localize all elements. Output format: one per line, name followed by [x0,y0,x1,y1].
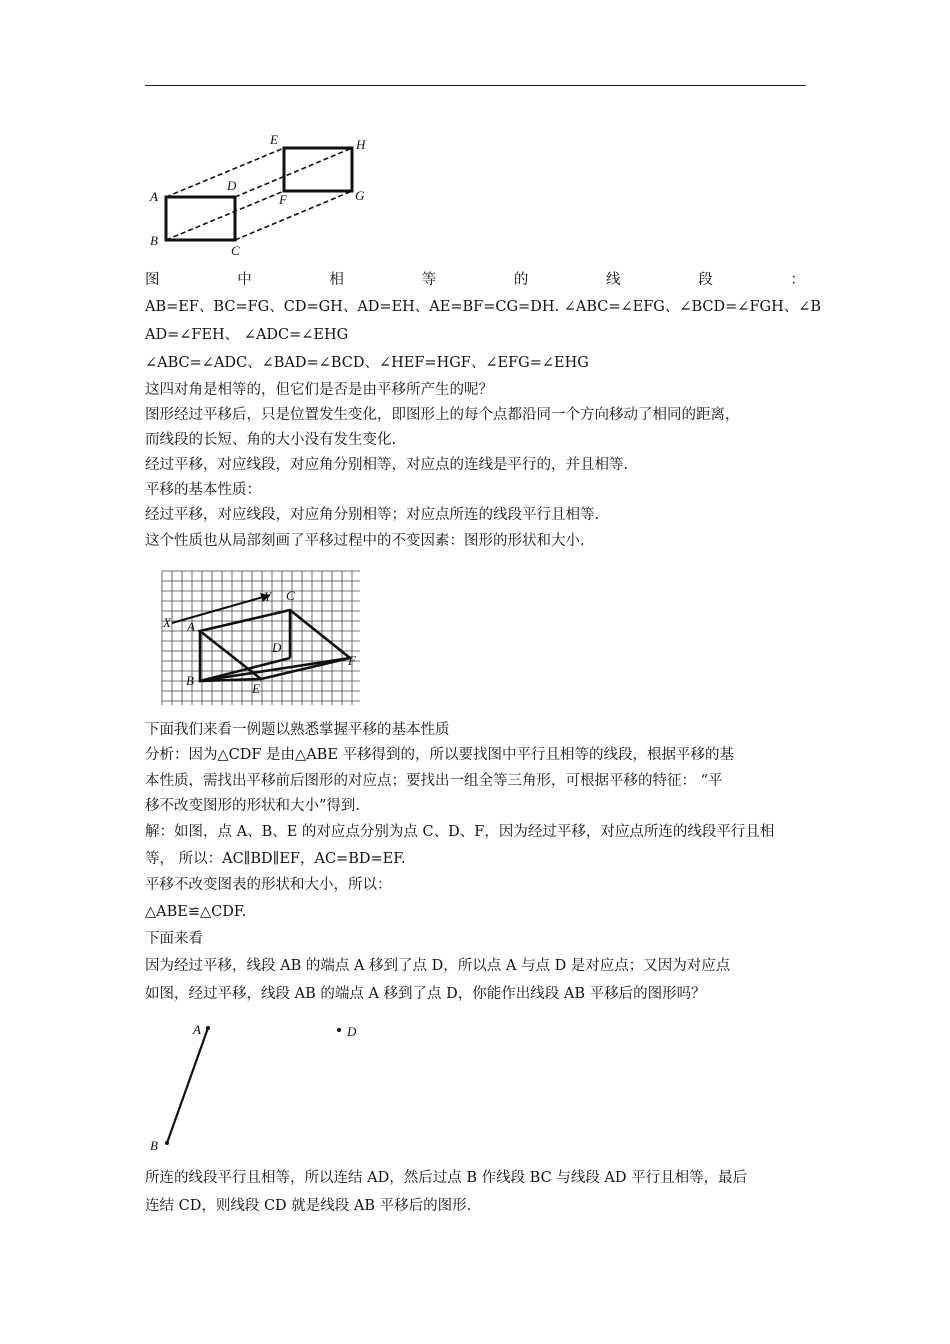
heading-char: ： [790,272,805,288]
label-b: B [150,233,158,248]
heading-equal-segments [145,270,805,290]
heading-char: 的 [513,272,529,288]
label-d: D [227,178,237,193]
point-b [165,1141,169,1145]
dashed-line-ae [166,148,284,197]
text-line: 平移的基本性质： [145,482,261,498]
point-d [337,1028,341,1032]
text-line: 这个性质也从局部刻画了平移过程中的不变因素：图形的形状和大小. [145,533,585,549]
text-line: ∠ABC=∠ADC、∠BAD=∠BCD、∠HEF=HGF、∠EFG=∠EHG [145,355,589,371]
text-line: 如图，经过平移，线段 AB 的端点 A 移到了点 D，你能作出线段 AB 平移后的图形吗？ [145,986,706,1002]
label-d: D [272,640,282,655]
label-f: F [348,653,356,668]
heading-char: 图 [145,272,160,288]
heading-char: 相 [329,272,344,288]
text-line: 分析：因为△CDF 是由△ABE 平移得到的，所以要找图中平行且相等的线段，根据平移的基 [145,747,735,763]
figure-grid-translation [160,569,363,708]
label-c: C [231,243,240,258]
text-line: 而线段的长短、角的大小没有发生变化. [145,432,397,448]
text-line: 解：如图，点 A、B、E 的对应点分别为点 C、D、F，因为经过平移，对应点所连的线段平行且相 [145,824,775,840]
label-b: B [150,1138,158,1153]
text-line: AD=∠FEH、 ∠ADC=∠EHG [145,327,349,343]
text-line: 本性质，需找出平移前后图形的对应点；要找出一组全等三角形，可根据平移的特征： “平 [145,773,723,789]
text-line: 经过平移，对应线段，对应角分别相等；对应点所连的线段平行且相等. [145,507,600,523]
heading-char: 中 [237,272,252,288]
text-line: 等， 所以：AC∥BD∥EF，AC=BD=EF. [145,851,406,867]
text-line: AB=EF、BC=FG、CD=GH、AD=EH、AE=BF=CG=DH. ∠ABC=∠EFG、∠BCD=∠FGH、∠B [145,299,822,315]
label-a: A [187,619,195,634]
label-c: C [286,588,295,603]
figure-translated-rectangles [140,128,385,260]
heading-char: 段 [698,272,713,288]
label-a: A [150,189,158,204]
text-line: 连结 CD，则线段 CD 就是线段 AB 平移后的图形. [145,1198,472,1214]
rectangle-efgh [284,148,352,191]
figure-segment-ab-point-d [140,1016,390,1156]
label-e: E [252,681,260,696]
label-d: D [347,1024,357,1039]
dashed-line-cg [235,191,352,240]
label-y: Y [264,589,272,604]
heading-char: 等 [421,272,437,288]
text-line: 这四对角是相等的，但它们是否是由平移所产生的呢？ [145,382,493,398]
text-line: 因为经过平移，线段 AB 的端点 A 移到了点 D，所以点 A 与点 D 是对应点；又因为对应点 [145,958,731,974]
label-f: F [279,192,287,207]
label-e: E [270,132,278,147]
text-line: 平移不改变图表的形状和大小，所以： [145,877,392,893]
label-a: A [193,1022,201,1037]
label-g: G [355,188,365,203]
text-line: 所连的线段平行且相等，所以连结 AD，然后过点 B 作线段 BC 与线段 AD 平行且相等，最后 [145,1170,748,1186]
text-line: △ABE≌△CDF. [145,904,247,920]
text-line: 下面来看 [145,931,203,947]
heading-char: 线 [606,272,621,288]
header-rule [145,85,806,86]
segment-ab [167,1028,208,1143]
text-line: 移不改变图形的形状和大小”得到. [145,798,361,814]
text-line: 下面我们来看一例题以熟悉掌握平移的基本性质 [145,722,450,738]
text-line: 经过平移，对应线段，对应角分别相等，对应点的连线是平行的，并且相等. [145,457,629,473]
rectangle-abcd [166,197,235,240]
point-a [206,1026,210,1030]
text-line: 图形经过平移后，只是位置发生变化，即图形上的每个点都沿同一个方向移动了相同的距离， [145,407,740,423]
label-x: X [163,615,171,630]
label-h: H [356,137,366,152]
label-b: B [186,673,194,688]
